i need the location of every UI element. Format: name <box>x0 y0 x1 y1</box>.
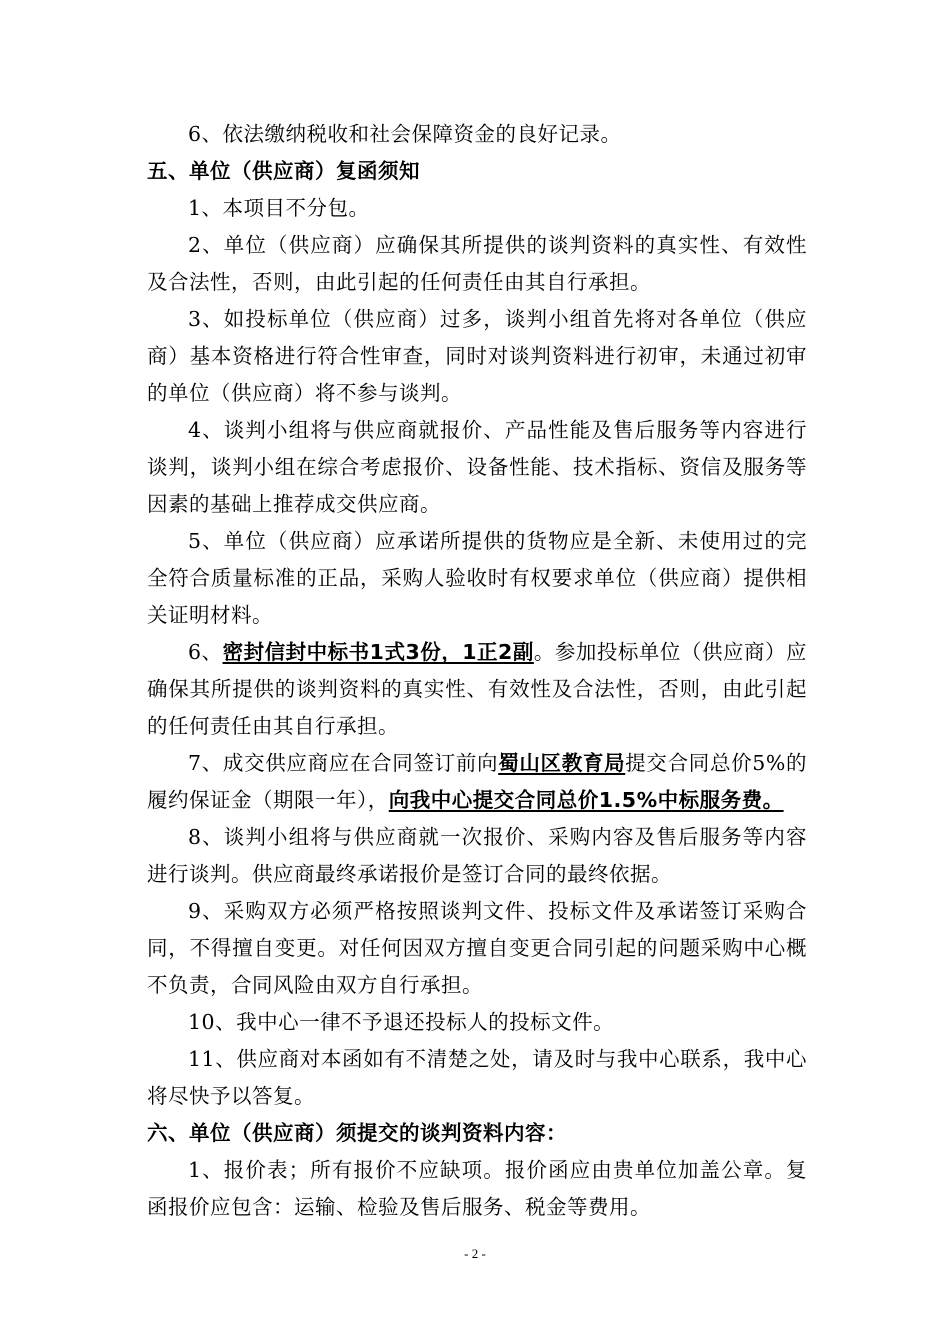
paragraph-notice-5: 5、单位（供应商）应承诺所提供的货物应是全新、未使用过的完全符合质量标准的正品，采购人验收时有权要求单位（供应商）提供相关证明材料。 <box>147 529 807 627</box>
paragraph-notice-3: 3、如投标单位（供应商）过多，谈判小组首先将对各单位（供应商）基本资格进行符合性审查，同时对谈判资料进行初审，未通过初审的单位（供应商）将不参与谈判。 <box>147 307 807 405</box>
paragraph-qualification-6: 6、依法缴纳税收和社会保障资金的良好记录。 <box>188 122 622 146</box>
notice-6-rest: 。参加投标单位（供应商）应确保其所提供的谈判资料的真实性、有效性及合法性，否则，由此引起的任何责任由其自行承担。 <box>147 640 807 738</box>
paragraph-notice-10: 10、我中心一律不予退还投标人的投标文件。 <box>188 1010 615 1034</box>
notice-7-middle: 提交合同总价5%的履约保证金（期限一年）， <box>147 751 808 812</box>
paragraph-notice-8: 8、谈判小组将与供应商就一次报价、采购内容及售后服务等内容进行谈判。供应商最终承诺报价是签订合同的最终依据。 <box>147 825 807 886</box>
notice-7-underlined-fee: 向我中心提交合同总价1.5%中标服务费。 <box>388 788 784 812</box>
paragraph-notice-1: 1、本项目不分包。 <box>188 196 370 220</box>
paragraph-notice-9: 9、采购双方必须严格按照谈判文件、投标文件及承诺签订采购合同，不得擅自变更。对任何因双方擅自变更合同引起的问题采购中心概不负责，合同风险由双方自行承担。 <box>147 899 807 997</box>
notice-7-prefix: 7、成交供应商应在合同签订前向 <box>188 751 499 775</box>
notice-6-prefix: 6、 <box>188 640 223 664</box>
paragraph-notice-2: 2、单位（供应商）应确保其所提供的谈判资料的真实性、有效性及合法性，否则，由此引起的任何责任由其自行承担。 <box>147 233 807 294</box>
page-number: - 2 - <box>464 1246 486 1261</box>
section-heading-6: 六、单位（供应商）须提交的谈判资料内容： <box>147 1121 567 1145</box>
paragraph-notice-7 <box>147 745 807 819</box>
section-heading-5: 五、单位（供应商）复函须知 <box>147 159 420 183</box>
notice-6-underlined: 密封信封中标书1式3份，1正2副 <box>222 640 534 664</box>
paragraph-notice-4: 4、谈判小组将与供应商就报价、产品性能及售后服务等内容进行谈判，谈判小组在综合考虑报价、设备性能、技术指标、资信及服务等因素的基础上推荐成交供应商。 <box>147 418 807 516</box>
notice-7-underlined-bureau: 蜀山区教育局 <box>498 751 626 775</box>
paragraph-materials-1: 1、报价表；所有报价不应缺项。报价函应由贵单位加盖公章。复函报价应包含：运输、检验及售后服务、税金等费用。 <box>147 1158 807 1219</box>
paragraph-notice-6 <box>147 634 807 745</box>
document-body <box>147 116 807 1226</box>
paragraph-notice-11: 11、供应商对本函如有不清楚之处，请及时与我中心联系，我中心将尽快予以答复。 <box>147 1047 807 1108</box>
